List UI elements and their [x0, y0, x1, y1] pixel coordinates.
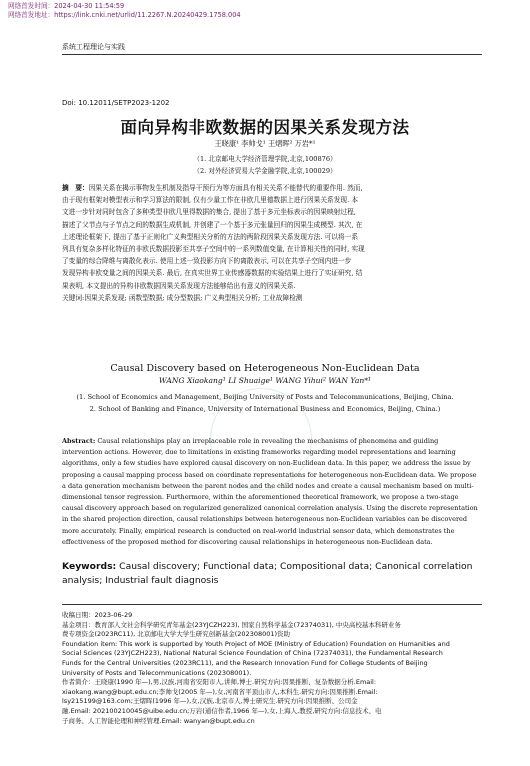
abstract-en-line: a data generation mechanism between the parent nodes and the child nodes and create a causal mechanism based on multi-: [62, 481, 474, 490]
abstract-en-line: more accurately. Finally, empirical research is conducted on real-world industrial sensor data, which demonstrates the: [62, 526, 455, 535]
affiliation-cn-2: （2. 对外经济贸易大学金融学院,北京,100029）: [193, 167, 337, 175]
abstract-cn-line: 果表明, 本文提出的异构非欧数据因果关系发现方法能够给出有意义的因果关系.: [62, 281, 296, 290]
footnote-divider: [62, 604, 482, 605]
abstract-en-line: intervention actions. However, due to limitations in existing frameworks regarding model representations and learning: [62, 448, 456, 457]
affiliation-en-2: 2. School of Banking and Finance, University of International Business and Economics, Beijing, China.): [89, 405, 441, 413]
keywords-en-text: analysis; Industrial fault diagnosis: [62, 575, 219, 586]
abstract-cn: [62, 182, 482, 304]
author-bio: xiaokang.wang@bupt.edu.cn;李帅戈(2005 年—),女,河南省平顶山市人,本科生.研究方向:因果推断.Email:: [62, 687, 378, 696]
abstract-en-label: Abstract:: [62, 437, 96, 445]
abstract-en-line: in the shared projection direction, causal relationships between heterogeneous non-Euclidean variables can be discovered: [62, 515, 468, 524]
affiliation-cn-1: （1. 北京邮电大学经济管理学院,北京,100876）: [193, 155, 337, 163]
funding-en: Foundation item: This work is supported by Youth Project of MOE (Ministry of Education) Foundation on Humanities and: [62, 639, 450, 648]
funding-en: University of Posts and Telecommunications (202308001).: [62, 668, 252, 677]
abstract-cn-line: 由于现有框架对模型表示和学习算法的限制, 仅有少量工作在非欧几里德数据上进行因果关系发现. 本: [62, 196, 359, 205]
abstract-en-line: causal discovery approach based on regularized generalized canonical correlation analysis. Using the discrete representation: [62, 504, 478, 513]
author-bio: lsy215199@163.com;王熠晖(1996 年—),女,汉族,北京市人,博士研究生.研究方向:因果推断、公司金: [62, 697, 358, 706]
header-divider: [62, 54, 482, 55]
affiliation-en-1: (1. School of Economics and Management, Beijing University of Posts and Telecommunications, Beijing, China.: [76, 393, 454, 401]
funding-en: Social Sciences (23YJCZH223), National Natural Science Foundation of China (72374031), the Fundamental Research: [62, 649, 443, 658]
abstract-en: [62, 436, 482, 548]
abstract-en-line: Abstract: Causal relationships play an irreplaceable role in revealing the mechanisms of phenomena and guiding: [62, 437, 439, 445]
abstract-en-line: algorithms, only a few studies have explored causal discovery on non-Euclidean data. In this paper, we address the issue by: [62, 459, 471, 468]
author-bio: 作者简介：王晓康(1990 年—),男,汉族,河南省安阳市人,讲师,博士.研究方向:因果推断、复杂数据分析.Email:: [62, 678, 377, 687]
paper-title-en: Causal Discovery based on Heterogeneous Non-Euclidean Data: [110, 363, 420, 374]
online-publish-address[interactable]: 网络首发地址：https://link.cnki.net/urlid/11.2267.N.20240429.1758.004: [8, 11, 241, 19]
keywords-en-text: Causal discovery; Functional data; Compositional data; Canonical correlation: [119, 561, 473, 572]
abstract-cn-line: 了变量的综合降维与离散化表示. 使用上述一致投影方向下的离散表示, 可以在共享子空间内进一步: [62, 257, 352, 266]
abstract-cn-line: 摘 要：因果关系在揭示事物发生机制及指导干预行为等方面具有相关关系不能替代的重要作用. 然而,: [62, 184, 363, 192]
keywords-cn: 关键词:因果关系发现; 函数型数据; 成分型数据; 广义典型相关分析; 工业故障检测: [62, 293, 303, 302]
journal-name: 系统工程理论与实践: [62, 43, 125, 51]
abstract-cn-line: 文进一步针对同时包含了多种类型非欧几里得数据的集合, 提出了基于多元坐标表示的因果映射过程,: [62, 208, 356, 217]
keywords-en-label: Keywords:: [62, 561, 117, 572]
author-bio: 子商务、人工智能伦理和神经管理.Email: wanyan@bupt.edu.cn: [62, 716, 255, 725]
paper-title-cn: 面向异构非欧数据的因果关系发现方法: [120, 118, 410, 137]
abstract-cn-line: 上述理论框架下, 提出了基于正则化广义典型相关分析的方法的两阶段因果关系发现方法. 可以将一系: [62, 232, 359, 241]
abstract-en-line: proposing a causal mapping process based on coordinate representations for heterogeneous non-Euclidean data. We propose: [62, 470, 477, 479]
funding-cn: 费专项资金(2023RC11), 北京邮电大学大学生研究创新基金(202308001)资助: [62, 630, 291, 639]
abstract-cn-line: 描述了父节点与子节点之间的数据生成机制, 并创建了一个基于多元张量回归的因果生成模型. 其次, 在: [62, 220, 363, 229]
abstract-cn-line: 列具有复杂多样化特征的非欧氏数据投影至共享子空间中的一系列数值变量, 在计算相关性的同时, 实现: [62, 245, 365, 254]
author-bio: 融.Email: 202100210045@uibe.edu.cn;万岩(通信作者,1966 年—),女,上海人,教授,研究方向:信息技术、电: [62, 706, 382, 715]
online-publish-time: 网络首发时间：2024-04-30 11:54:59: [8, 2, 125, 10]
abstract-en-line: dimensional tensor regression. Furthermore, within the aforementioned theoretical framework, we propose a two-stage: [62, 493, 459, 502]
abstract-cn-label: 摘 要：: [62, 184, 89, 192]
abstract-en-line: effectiveness of the proposed method for discovering causal relationships in heterogeneous non-Euclidean data.: [62, 537, 433, 546]
footnotes: [62, 611, 482, 726]
received-date: 收稿日期：2023-06-29: [62, 611, 133, 619]
keywords-en: [62, 560, 482, 588]
funding-en: Funds for the Central Universities (2023RC11), and the Research Innovation Fund for College Students of Beijing: [62, 658, 428, 667]
doi-label[interactable]: Doi: 10.12011/SETP2023-1202: [62, 99, 170, 107]
funding-cn: 基金项目：教育部人文社会科学研究青年基金(23YJCZH223), 国家自然科学基金(72374031), 中央高校基本科研业务: [62, 620, 401, 629]
authors-en: WANG Xiaokang¹ LI Shuaige¹ WANG Yihui² WAN Yan*¹: [158, 376, 372, 385]
authors-cn: 王晓康¹ 李帅戈¹ 王熠晖² 万岩*¹: [214, 139, 316, 148]
abstract-cn-line: 发现异构非欧变量之间的因果关系. 最后, 在真实世界工业传感器数据的实验结果上进行了实证研究, 结: [62, 269, 363, 278]
